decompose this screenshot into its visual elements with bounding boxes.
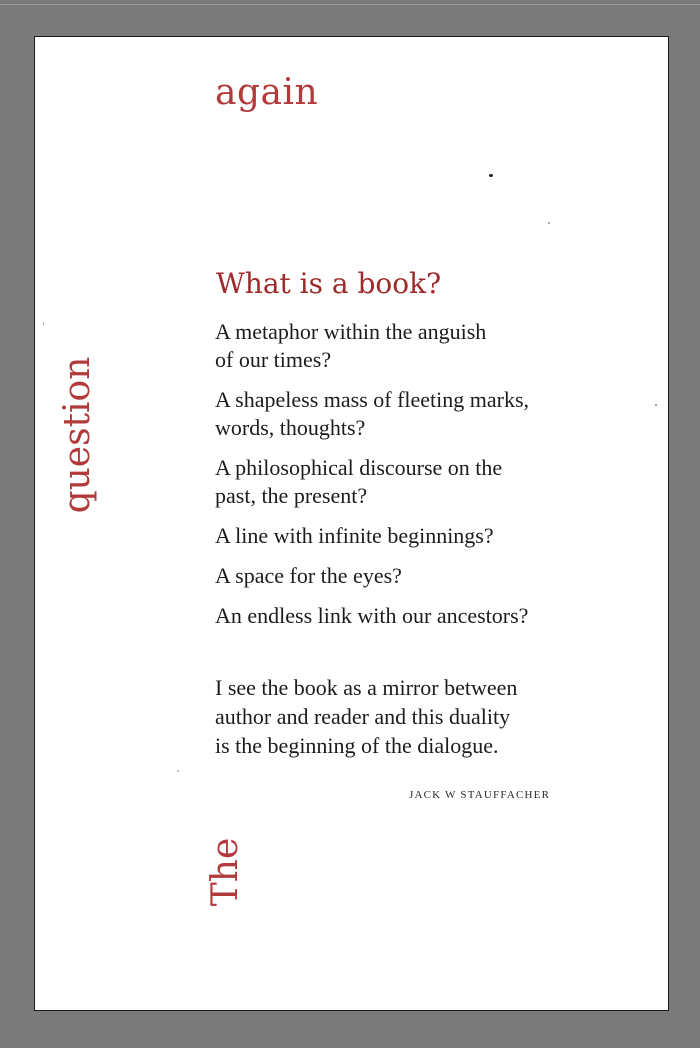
question-line: A metaphor within the anguish — [215, 319, 487, 344]
question-line: A philosophical discourse on the — [215, 455, 503, 480]
closing-line: is the beginning of the dialogue. — [215, 733, 499, 758]
paper-speck — [489, 174, 493, 177]
paper-speck — [177, 770, 179, 772]
question-line: A line with infinite beginnings? — [215, 523, 494, 548]
paper-speck — [43, 322, 44, 325]
question-item — [215, 562, 635, 590]
margin-word-the: The — [205, 837, 246, 907]
question-item — [215, 318, 635, 374]
question-line: A shapeless mass of fleeting marks, — [215, 387, 530, 412]
question-line: words, thoughts? — [215, 415, 366, 440]
question-line: past, the present? — [215, 483, 368, 508]
paper-speck — [655, 404, 657, 406]
closing-line: I see the book as a mirror between — [215, 675, 518, 700]
paper-page — [34, 36, 669, 1011]
poem-title: What is a book? — [216, 267, 442, 300]
question-list — [215, 318, 635, 642]
margin-word-question: question — [57, 356, 98, 514]
margin-word-again: again — [215, 72, 319, 113]
author-credit: JACK W STAUFFACHER — [409, 789, 551, 801]
question-item — [215, 386, 635, 442]
question-line: An endless link with our ancestors? — [215, 603, 529, 628]
scan-edge-line — [0, 4, 700, 5]
margin-word-the-container — [201, 827, 251, 917]
question-item — [215, 522, 635, 550]
question-item — [215, 602, 635, 630]
closing-paragraph — [215, 673, 655, 760]
paper-speck — [548, 222, 550, 224]
margin-word-question-container — [53, 325, 103, 545]
closing-line: author and reader and this duality — [215, 704, 511, 729]
question-item — [215, 454, 635, 510]
question-line: A space for the eyes? — [215, 563, 402, 588]
question-line: of our times? — [215, 347, 332, 372]
